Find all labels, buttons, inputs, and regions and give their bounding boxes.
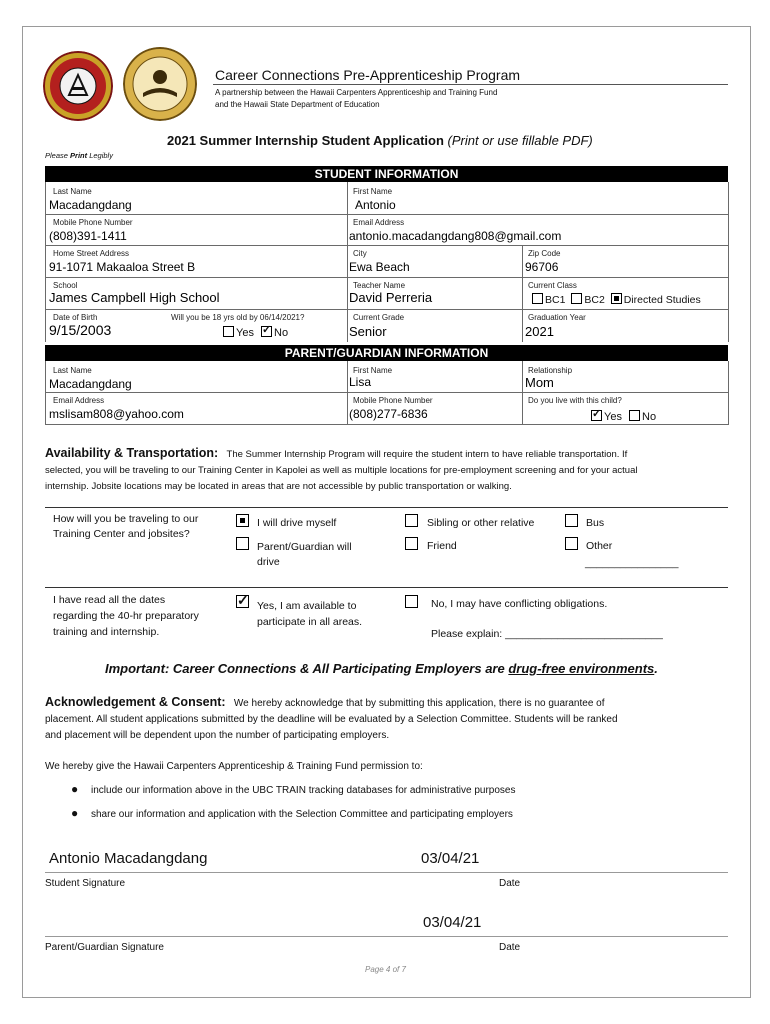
form-page [22,26,751,998]
parent-date-label: Date [499,942,521,953]
parent-mobile-field[interactable]: (808)277-6836 [349,407,428,421]
class-directed-checkbox[interactable] [611,293,622,304]
student-class-label: Current Class [528,281,577,290]
availability-heading: Availability & Transportation: [45,446,219,460]
student-date-field[interactable]: 03/04/21 [421,850,480,867]
important-prefix: Important: Career Connections & All Participating Employers are [105,661,509,676]
student-teacher-field[interactable]: David Perreria [349,290,433,305]
student-mobile-label: Mobile Phone Number [53,218,133,227]
title-underline [213,84,728,85]
question-divider [45,507,728,508]
application-title [167,133,593,148]
live-with-label: Do you live with this child? [528,396,622,405]
travel-question [53,512,198,542]
parent-first-name-label: First Name [353,366,393,375]
grid-line [45,214,728,215]
dates-question [53,592,199,640]
please-print-note [45,151,113,160]
availability-text-1: The Summer Internship Program will require the student intern to have reliable transportation. If [226,449,628,460]
student-grade-field[interactable]: Senior [349,324,387,339]
explain-blank[interactable]: Please explain: ___________________________ [431,628,663,640]
drive-myself-label: I will drive myself [257,517,337,529]
student-class-options [532,293,701,306]
class-bc2-checkbox[interactable] [571,293,582,304]
travel-question-line-1: How will you be traveling to our [53,513,199,525]
parent-mobile-label: Mobile Phone Number [353,396,433,405]
age-options [223,326,288,339]
grid-line [45,309,728,310]
carpenters-seal-logo [43,51,113,121]
grid-line [45,277,728,278]
grid-line [347,361,348,425]
program-title: Career Connections Pre-Apprenticeship Program [215,67,521,83]
student-first-name-field[interactable]: Antonio [355,198,396,212]
age-yes-label: Yes [236,327,254,339]
availability-text-3: internship. Jobsite locations may be located in areas that are not accessible by public transportation or walking. [45,481,512,492]
parent-last-name-label: Last Name [53,366,92,375]
availability-line-1 [45,445,735,463]
age-yes-checkbox[interactable] [223,326,234,337]
student-mobile-field[interactable]: (808)391-1411 [49,229,127,243]
age-question: Will you be 18 yrs old by 06/14/2021? [171,313,305,322]
availability-paragraph [45,445,735,495]
class-bc2-label: BC2 [584,294,605,306]
grid-line [522,361,523,425]
application-title-note: (Print or use fillable PDF) [447,133,593,148]
available-no-checkbox[interactable] [405,595,418,608]
grid-line [522,246,523,342]
program-subtitle-2: and the Hawaii State Department of Education [215,100,380,109]
class-directed-label: Directed Studies [623,294,701,306]
consent-bullet-2: share our information and application with the Selection Committee and participating employers [91,809,513,820]
age-no-checkbox[interactable] [261,326,272,337]
grid-line [347,182,348,342]
availability-text-2: selected, you will be traveling to our Training Center in Kapolei as well as multiple locations for pre-employment screening and for your actual [45,465,638,476]
student-section-header: STUDENT INFORMATION [45,166,728,182]
student-school-field[interactable]: James Campbell High School [49,290,220,305]
consent-line-1 [45,694,735,712]
student-school-label: School [53,281,78,290]
department-of-education-seal-logo [123,47,197,121]
other-blank-line[interactable]: ________________ [585,557,679,569]
parent-signature-label: Parent/Guardian Signature [45,942,164,953]
parent-signature-line [45,936,728,937]
consent-bullet-1: include our information above in the UBC TRAIN tracking databases for administrative purposes [91,785,516,796]
student-signature-field[interactable]: Antonio Macadangdang [49,850,208,867]
application-title-main: 2021 Summer Internship Student Application [167,133,444,148]
other-checkbox[interactable] [565,537,578,550]
permission-statement: We hereby give the Hawaii Carpenters Apprenticeship & Training Fund permission to: [45,761,423,772]
important-emphasis: drug-free environments [508,661,655,676]
sibling-label: Sibling or other relative [427,517,535,529]
please-print-suffix: Legibly [87,151,113,160]
parent-signature-field[interactable] [49,914,389,932]
available-yes-checkbox[interactable] [236,595,249,608]
parent-date-field[interactable]: 03/04/21 [423,914,482,931]
live-no-label: No [642,411,657,423]
question-divider [45,587,728,588]
available-yes-line-1: Yes, I am available to [257,600,357,612]
bus-checkbox[interactable] [565,514,578,527]
consent-text-1: We hereby acknowledge that by submitting this application, there is no guarantee of [233,698,605,709]
student-grad-year-label: Graduation Year [528,313,586,322]
parent-last-name-field[interactable]: Macadangdang [49,377,132,391]
parent-email-label: Email Address [53,396,105,405]
drive-myself-checkbox[interactable] [236,514,249,527]
important-notice [105,661,658,676]
please-print-prefix: Please [45,151,71,160]
dates-question-line-3: training and internship. [53,626,160,638]
grid-line [45,361,46,425]
grid-line [45,424,728,425]
available-yes-line-2: participate in all areas. [257,616,363,628]
live-with-options [591,410,656,423]
available-yes-label [257,598,362,630]
student-date-label: Date [499,878,521,889]
grid-line [45,392,728,393]
parent-drive-line-1: Parent/Guardian will [257,541,352,553]
student-city-field[interactable]: Ewa Beach [349,260,410,274]
program-subtitle-1: A partnership between the Hawaii Carpenters Apprenticeship and Training Fund [215,88,498,97]
bullet-icon: ● [71,782,79,796]
student-dob-label: Date of Birth [53,313,98,322]
bullet-icon: ● [71,806,79,820]
age-no-label: No [274,327,289,339]
grid-line [728,361,729,425]
parent-drive-line-2: drive [257,556,280,568]
student-email-label: Email Address [353,218,405,227]
live-no-checkbox[interactable] [629,410,640,421]
please-print-bold: Print [70,151,88,160]
student-first-name-label: First Name [353,187,393,196]
friend-checkbox[interactable] [405,537,418,550]
student-signature-line [45,872,728,873]
student-city-label: City [353,249,367,258]
student-zip-field[interactable]: 96706 [525,260,559,274]
sibling-checkbox[interactable] [405,514,418,527]
live-yes-label: Yes [604,411,622,423]
student-dob-field[interactable]: 9/15/2003 [49,322,112,338]
dates-question-line-1: I have read all the dates [53,594,166,606]
student-street-field[interactable]: 91-1071 Makaaloa Street B [49,260,196,274]
live-yes-checkbox[interactable] [591,410,602,421]
consent-heading: Acknowledgement & Consent: [45,695,226,709]
dates-question-line-2: regarding the 40-hr preparatory [53,610,199,622]
student-grade-label: Current Grade [353,313,405,322]
grid-line [45,182,46,342]
consent-text-3: and placement will be dependent upon the number of participating employers. [45,730,390,741]
student-last-name-field[interactable]: Macadangdang [49,198,132,212]
available-no-label: No, I may have conflicting obligations. [431,598,608,610]
consent-paragraph [45,694,735,744]
student-last-name-label: Last Name [53,187,92,196]
other-label: Other [586,540,613,552]
important-suffix: . [654,661,658,676]
parent-relationship-label: Relationship [528,366,573,375]
parent-drive-label [257,540,352,570]
consent-text-2: placement. All student applications submitted by the deadline will be evaluated by a Selection Committee. Students will be ranked [45,714,618,725]
parent-email-field[interactable]: mslisam808@yahoo.com [49,407,184,421]
travel-question-line-2: Training Center and jobsites? [53,528,190,540]
student-teacher-label: Teacher Name [353,281,406,290]
student-email-field[interactable]: antonio.macadangdang808@gmail.com [349,229,562,243]
bus-label: Bus [586,517,605,529]
page-number: Page 4 of 7 [365,965,406,974]
grid-line [728,182,729,342]
class-bc1-checkbox[interactable] [532,293,543,304]
student-zip-label: Zip Code [528,249,561,258]
parent-drive-checkbox[interactable] [236,537,249,550]
grid-line [45,245,728,246]
parent-relationship-field[interactable]: Mom [525,375,554,390]
student-street-label: Home Street Address [53,249,130,258]
parent-first-name-field[interactable]: Lisa [349,375,372,389]
class-bc1-label: BC1 [545,294,566,306]
student-signature-label: Student Signature [45,878,126,889]
friend-label: Friend [427,540,457,552]
student-grad-year-field[interactable]: 2021 [525,324,554,339]
parent-section-header: PARENT/GUARDIAN INFORMATION [45,345,728,361]
